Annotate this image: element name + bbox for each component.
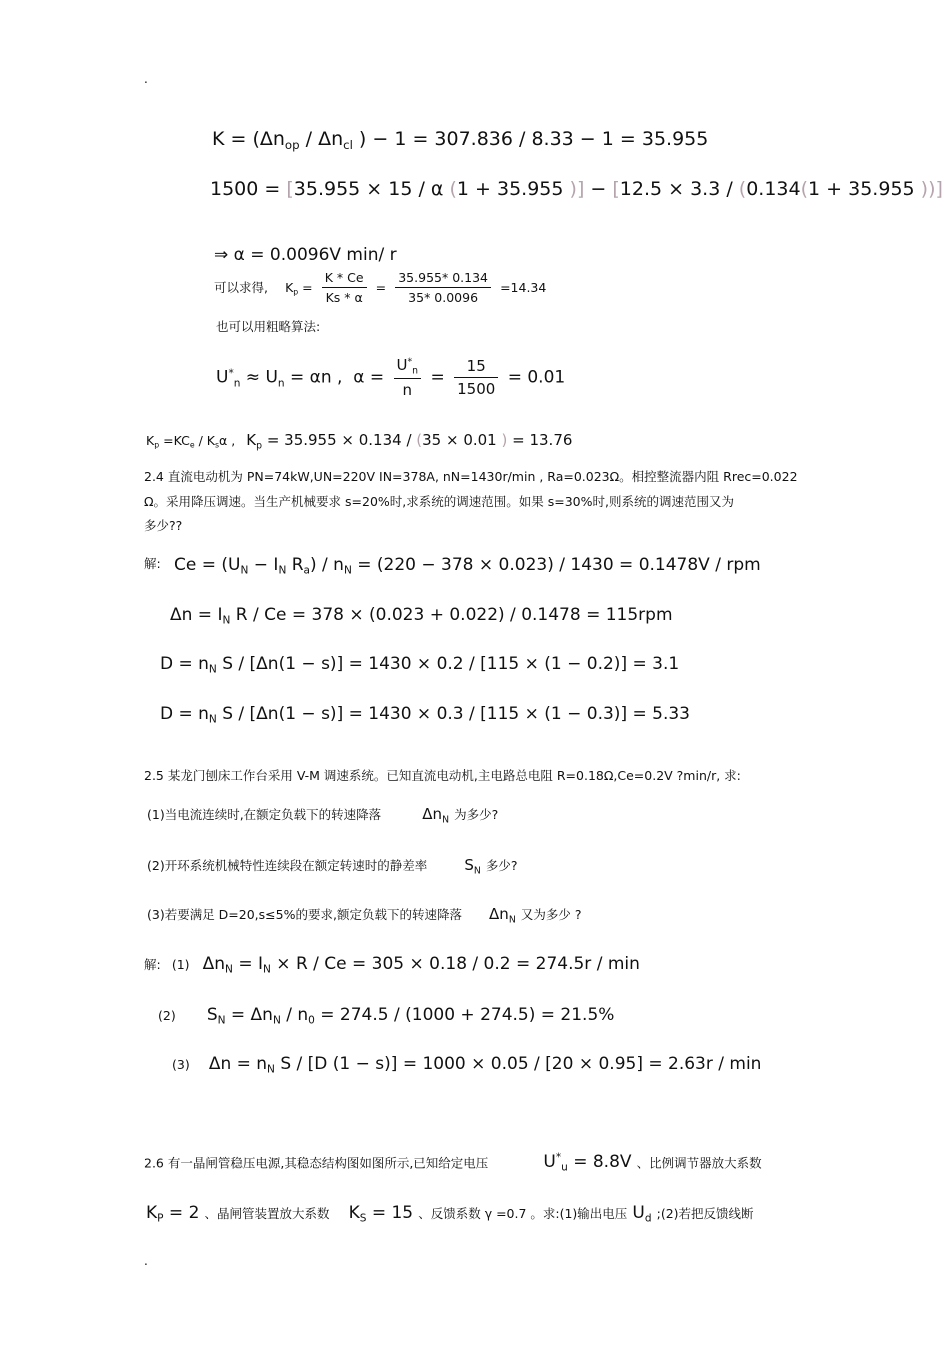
problem-2-4-line-3: 多少?? xyxy=(144,518,183,533)
kp-line-2: $K_p =KC_e / K_s\alpha$ , $K_p = 35.955 \times 0.134 / (35 \times 0.01$ ) = 13.76 xyxy=(146,431,573,452)
kp-intro: 可以求得, xyxy=(214,280,268,295)
problem-2-5-solution-3: (3) $\Delta n = n_N$ S / [D (1 − s)] = 1000 × 0.05 / [20 × 0.95] = 2.63r / min xyxy=(172,1054,762,1076)
problem-2-6-line-1: 2.6 有一晶闸管稳压电源,其稳态结构图如图所示,已知给定电压 $U^*_u = 8.8V$ 、比例调节器放大系数 xyxy=(144,1152,762,1174)
rough-result: = 0.01 xyxy=(507,367,566,388)
equation-delta-n: $\Delta n = I_N$ R / Ce = 378 × (0.023 + 0.022) / 0.1478 = 115rpm xyxy=(170,605,673,627)
q1-tail: 为多少? xyxy=(454,807,499,822)
q3-tail: 又为多少 ? xyxy=(520,907,582,922)
p25-tag-2: (2) xyxy=(158,1008,176,1023)
problem-2-4-solution-label: 解: xyxy=(144,556,161,571)
kp-frac2-den: 35* 0.0096 xyxy=(408,290,479,305)
p26-line-1-text: 2.6 有一晶闸管稳压电源,其稳态结构图如图所示,已知给定电压 xyxy=(144,1155,489,1171)
kp-frac1-num: K * Ce xyxy=(322,270,367,288)
rough-fraction-1: $\frac{U^*_n}{n}$ xyxy=(394,356,422,399)
problem-2-5-q2: (2)开环系统机械特性连续段在额定转速时的静差率 $S_N$ 多少? xyxy=(147,856,518,877)
kp-fraction-symbolic xyxy=(322,270,367,305)
equation-d-30: $D = n_N$ S / [Δn(1 − s)] = 1430 × 0.3 / [115 × (1 − 0.3)] = 5.33 xyxy=(160,704,690,726)
equation-alpha: ⇒ α = 0.0096V min/ r xyxy=(214,245,397,265)
kp-formula: 可以求得, $K_p$ = $\frac{K * Ce}{Ks * \alpha}$ = $\frac{35.955* 0.134}{35* 0.0096}$ =14.34 xyxy=(214,270,547,305)
p25-tag-3: (3) xyxy=(172,1057,190,1072)
problem-2-5-solution-1: 解: (1) $\Delta n_N = I_N \times R / Ce = 305 \times 0.18 / 0.2 = 274.5r / \min$ xyxy=(144,954,640,976)
rough-num: 15 xyxy=(454,357,498,378)
rough-equation: $U^*_n \approx U_n = \alpha n$ , α = $\frac{U^*_n}{n}$ = $\frac{15}{1500}$ = 0.01 xyxy=(216,356,566,400)
kp-result: =14.34 xyxy=(500,280,547,295)
problem-2-5-q3: (3)若要满足 D=20,s≤5%的要求,额定负载下的转速降落 $\Delta n_N$ 又为多少 ? xyxy=(147,905,582,926)
kp-fraction-numeric xyxy=(395,270,491,305)
q2-text: (2)开环系统机械特性连续段在额定转速时的静差率 xyxy=(147,858,428,873)
q2-tail: 多少? xyxy=(485,858,518,873)
p26-tail-1: 、比例调节器放大系数 xyxy=(636,1155,762,1171)
problem-2-6-line-2: $K_P = 2$ 、晶闸管装置放大系数 $K_S = 15$ 、反馈系数 γ =0.7 。求:(1)输出电压 $U_d$ ;(2)若把反馈线断 xyxy=(146,1203,754,1225)
p25-tag-1: (1) xyxy=(171,957,190,972)
kp-frac2-num: 35.955* 0.134 xyxy=(395,270,491,288)
q1-text: (1)当电流连续时,在额定负载下的转速降落 xyxy=(147,807,382,822)
p26-uu: = 8.8V xyxy=(573,1152,632,1173)
rough-method-intro: 也可以用粗略算法: xyxy=(216,319,321,334)
problem-2-4-line-1: 2.4 直流电动机为 PN=74kW,UN=220V IN=378A, nN=1430r/min , Ra=0.023Ω。相控整流器内阻 Rrec=0.022 xyxy=(144,469,798,484)
page-top-marker: . xyxy=(144,72,148,86)
equation-1500: 1500 = [35.955 × 15 / α (1 + 35.955 )] − [12.5 × 3.3 / (0.134(1 + 35.955 ))] xyxy=(210,178,943,200)
problem-2-5-q1: (1)当电流连续时,在额定负载下的转速降落 $\Delta n_N$ 为多少? xyxy=(147,805,499,826)
problem-2-4-line-2: Ω。采用降压调速。当生产机械要求 s=20%时,求系统的调速范围。如果 s=30%时,则系统的调速范围又为 xyxy=(144,494,734,509)
equation-k: $K = (\Delta n_{op} / \Delta n_{cl}$ ) − 1 = 307.836 / 8.33 − 1 = 35.955 xyxy=(212,128,709,153)
equation-d-20: $D = n_N$ S / [Δn(1 − s)] = 1430 × 0.2 / [115 × (1 − 0.2)] = 3.1 xyxy=(160,654,680,676)
p26-mid: 、晶闸管装置放大系数 xyxy=(204,1206,330,1221)
rough-den: 1500 xyxy=(457,380,496,399)
page-bottom-marker: . xyxy=(144,1254,148,1268)
q3-text: (3)若要满足 D=20,s≤5%的要求,额定负载下的转速降落 xyxy=(147,907,462,922)
rough-fraction-2 xyxy=(454,357,498,398)
problem-2-5-line-1: 2.5 某龙门刨床工作台采用 V-M 调速系统。已知直流电动机,主电路总电阻 R=0.18Ω,Ce=0.2V ?min/r, 求: xyxy=(144,768,741,783)
p26-kp: = 2 xyxy=(168,1203,200,1223)
kp-frac1-den: Ks * α xyxy=(325,290,363,305)
problem-2-5-solution-2: (2) $S_N = \Delta n_N / n_0 = 274.5 / (1000 + 274.5) = 21.5\%$ xyxy=(158,1005,615,1027)
p26-tail-3: ;(2)若把反馈线断 xyxy=(656,1206,754,1221)
p26-tail-2: 、反馈系数 γ =0.7 。求:(1)输出电压 xyxy=(418,1206,628,1221)
p26-ks: = 15 xyxy=(371,1203,414,1223)
equation-ce: $Ce = (U_N - I_N$ $R_a) / n_N = (220 - 378 \times 0.023) / 1430 = 0.1478V$ / rpm xyxy=(174,555,761,577)
p25-solution-label: 解: xyxy=(144,957,161,972)
